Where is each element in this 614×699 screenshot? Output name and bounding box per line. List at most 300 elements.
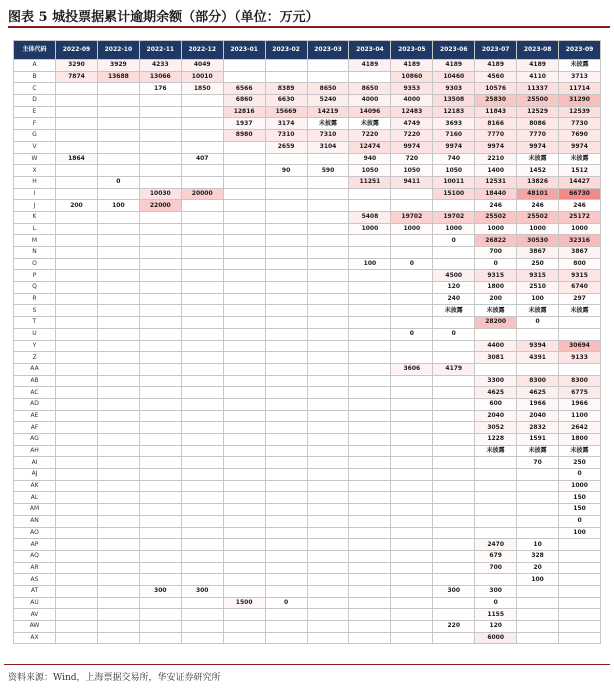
balance-cell: 4189 bbox=[433, 60, 475, 72]
balance-cell bbox=[139, 527, 181, 539]
balance-cell bbox=[391, 445, 433, 457]
balance-cell: 6740 bbox=[559, 282, 601, 294]
table-row bbox=[14, 340, 601, 352]
balance-cell bbox=[181, 504, 223, 516]
balance-cell bbox=[391, 469, 433, 481]
header-month: 2023-09 bbox=[559, 41, 601, 60]
balance-cell: 10576 bbox=[475, 83, 517, 95]
balance-cell bbox=[349, 247, 391, 259]
table-row bbox=[14, 585, 601, 597]
balance-cell bbox=[56, 445, 98, 457]
balance-cell bbox=[139, 293, 181, 305]
balance-cell: 28200 bbox=[475, 317, 517, 329]
table-row bbox=[14, 95, 601, 107]
balance-cell bbox=[181, 352, 223, 364]
balance-cell: 4625 bbox=[475, 387, 517, 399]
entity-code-cell: F bbox=[14, 118, 56, 130]
balance-cell bbox=[97, 550, 139, 562]
balance-cell bbox=[181, 282, 223, 294]
balance-cell bbox=[517, 504, 559, 516]
balance-cell: 4400 bbox=[475, 340, 517, 352]
balance-cell bbox=[56, 165, 98, 177]
balance-cell bbox=[349, 597, 391, 609]
balance-cell bbox=[349, 609, 391, 621]
balance-cell bbox=[391, 480, 433, 492]
entity-code-cell: AL bbox=[14, 492, 56, 504]
balance-cell bbox=[181, 445, 223, 457]
balance-cell bbox=[139, 328, 181, 340]
balance-cell bbox=[97, 258, 139, 270]
balance-cell bbox=[139, 504, 181, 516]
balance-cell bbox=[517, 363, 559, 375]
balance-cell bbox=[433, 422, 475, 434]
table-row bbox=[14, 200, 601, 212]
balance-cell bbox=[559, 550, 601, 562]
balance-cell: 0 bbox=[475, 258, 517, 270]
balance-cell bbox=[139, 469, 181, 481]
header-month: 2023-04 bbox=[349, 41, 391, 60]
table-row bbox=[14, 574, 601, 586]
balance-cell: 20000 bbox=[181, 188, 223, 200]
table-row bbox=[14, 422, 601, 434]
balance-cell bbox=[223, 375, 265, 387]
entity-code-cell: O bbox=[14, 258, 56, 270]
balance-cell bbox=[223, 410, 265, 422]
balance-cell: 220 bbox=[433, 621, 475, 633]
header-month: 2023-06 bbox=[433, 41, 475, 60]
balance-cell bbox=[223, 492, 265, 504]
balance-cell bbox=[97, 270, 139, 282]
balance-cell: 19702 bbox=[391, 211, 433, 223]
balance-cell bbox=[517, 585, 559, 597]
balance-cell bbox=[475, 457, 517, 469]
balance-cell bbox=[223, 574, 265, 586]
balance-cell: 240 bbox=[433, 293, 475, 305]
balance-cell bbox=[139, 562, 181, 574]
balance-cell: 15100 bbox=[433, 188, 475, 200]
balance-cell bbox=[97, 305, 139, 317]
balance-cell bbox=[559, 632, 601, 644]
balance-cell: 9411 bbox=[391, 176, 433, 188]
balance-cell bbox=[307, 597, 349, 609]
entity-code-cell: AT bbox=[14, 585, 56, 597]
balance-cell: 7874 bbox=[56, 71, 98, 83]
table-row bbox=[14, 258, 601, 270]
balance-cell: 未披露 bbox=[559, 445, 601, 457]
balance-cell bbox=[56, 375, 98, 387]
balance-cell bbox=[97, 328, 139, 340]
balance-cell bbox=[56, 387, 98, 399]
balance-cell bbox=[391, 375, 433, 387]
table-row bbox=[14, 106, 601, 118]
balance-cell: 0 bbox=[433, 328, 475, 340]
balance-cell bbox=[223, 515, 265, 527]
balance-cell bbox=[139, 480, 181, 492]
balance-cell bbox=[139, 434, 181, 446]
balance-cell bbox=[265, 247, 307, 259]
balance-cell: 4189 bbox=[517, 60, 559, 72]
balance-cell bbox=[265, 609, 307, 621]
balance-cell: 5240 bbox=[307, 95, 349, 107]
balance-cell: 11251 bbox=[349, 176, 391, 188]
balance-cell bbox=[265, 153, 307, 165]
balance-cell: 4500 bbox=[433, 270, 475, 282]
balance-cell: 1155 bbox=[475, 609, 517, 621]
entity-code-cell: AX bbox=[14, 632, 56, 644]
balance-cell: 7770 bbox=[475, 130, 517, 142]
balance-cell bbox=[223, 504, 265, 516]
balance-cell: 10 bbox=[517, 539, 559, 551]
balance-cell bbox=[307, 480, 349, 492]
balance-cell bbox=[97, 574, 139, 586]
balance-cell bbox=[307, 211, 349, 223]
balance-cell: 1000 bbox=[517, 223, 559, 235]
table-row bbox=[14, 621, 601, 633]
balance-cell: 300 bbox=[433, 585, 475, 597]
balance-cell bbox=[56, 141, 98, 153]
balance-cell bbox=[223, 258, 265, 270]
balance-cell: 15669 bbox=[265, 106, 307, 118]
table-row bbox=[14, 153, 601, 165]
balance-cell: 9315 bbox=[559, 270, 601, 282]
balance-cell: 10460 bbox=[433, 71, 475, 83]
balance-cell: 未披露 bbox=[433, 305, 475, 317]
entity-code-cell: T bbox=[14, 317, 56, 329]
balance-cell bbox=[139, 574, 181, 586]
balance-cell bbox=[181, 106, 223, 118]
table-row bbox=[14, 317, 601, 329]
balance-cell bbox=[139, 398, 181, 410]
balance-cell: 4000 bbox=[349, 95, 391, 107]
balance-cell: 25502 bbox=[517, 211, 559, 223]
balance-cell bbox=[56, 632, 98, 644]
table-row bbox=[14, 550, 601, 562]
table-row bbox=[14, 211, 601, 223]
balance-cell bbox=[307, 410, 349, 422]
balance-cell bbox=[517, 469, 559, 481]
balance-cell bbox=[391, 293, 433, 305]
balance-cell bbox=[391, 340, 433, 352]
balance-cell bbox=[391, 621, 433, 633]
balance-cell bbox=[391, 235, 433, 247]
balance-cell bbox=[433, 515, 475, 527]
balance-cell bbox=[559, 585, 601, 597]
balance-cell bbox=[223, 457, 265, 469]
balance-cell bbox=[559, 609, 601, 621]
balance-cell: 11337 bbox=[517, 83, 559, 95]
balance-cell bbox=[223, 469, 265, 481]
balance-cell bbox=[97, 165, 139, 177]
balance-cell: 4233 bbox=[139, 60, 181, 72]
balance-cell bbox=[349, 504, 391, 516]
balance-cell: 0 bbox=[559, 469, 601, 481]
balance-cell bbox=[307, 71, 349, 83]
balance-cell: 9974 bbox=[475, 141, 517, 153]
entity-code-cell: X bbox=[14, 165, 56, 177]
balance-cell bbox=[391, 422, 433, 434]
balance-cell: 12483 bbox=[391, 106, 433, 118]
balance-cell bbox=[181, 387, 223, 399]
balance-cell bbox=[265, 445, 307, 457]
balance-cell bbox=[223, 60, 265, 72]
balance-cell bbox=[265, 317, 307, 329]
entity-code-cell: AB bbox=[14, 375, 56, 387]
balance-cell: 100 bbox=[517, 574, 559, 586]
balance-cell bbox=[349, 293, 391, 305]
balance-cell: 6860 bbox=[223, 95, 265, 107]
balance-cell bbox=[139, 95, 181, 107]
table-row bbox=[14, 293, 601, 305]
balance-cell bbox=[139, 375, 181, 387]
balance-cell bbox=[307, 200, 349, 212]
balance-cell bbox=[56, 270, 98, 282]
balance-cell bbox=[391, 200, 433, 212]
balance-cell: 3290 bbox=[56, 60, 98, 72]
entity-code-cell: AG bbox=[14, 434, 56, 446]
balance-cell: 1050 bbox=[349, 165, 391, 177]
balance-cell bbox=[349, 305, 391, 317]
balance-cell: 250 bbox=[559, 457, 601, 469]
balance-cell bbox=[265, 422, 307, 434]
balance-cell: 700 bbox=[475, 562, 517, 574]
balance-cell: 3606 bbox=[391, 363, 433, 375]
entity-code-cell: M bbox=[14, 235, 56, 247]
balance-cell bbox=[97, 130, 139, 142]
balance-cell bbox=[223, 480, 265, 492]
balance-cell: 13066 bbox=[139, 71, 181, 83]
balance-cell bbox=[265, 375, 307, 387]
balance-cell bbox=[349, 328, 391, 340]
balance-cell bbox=[433, 200, 475, 212]
balance-cell bbox=[56, 585, 98, 597]
title-divider bbox=[8, 26, 610, 28]
balance-cell bbox=[433, 504, 475, 516]
balance-cell: 9394 bbox=[517, 340, 559, 352]
balance-cell bbox=[265, 352, 307, 364]
balance-cell bbox=[517, 515, 559, 527]
table-row bbox=[14, 83, 601, 95]
balance-cell bbox=[223, 235, 265, 247]
balance-cell bbox=[517, 527, 559, 539]
balance-cell bbox=[181, 398, 223, 410]
entity-code-cell: P bbox=[14, 270, 56, 282]
balance-cell bbox=[349, 562, 391, 574]
balance-cell bbox=[307, 317, 349, 329]
table-row bbox=[14, 188, 601, 200]
balance-cell bbox=[181, 200, 223, 212]
entity-code-cell: AA bbox=[14, 363, 56, 375]
balance-cell bbox=[307, 515, 349, 527]
balance-cell bbox=[139, 422, 181, 434]
balance-cell: 13508 bbox=[433, 95, 475, 107]
balance-cell bbox=[433, 527, 475, 539]
balance-cell bbox=[97, 235, 139, 247]
balance-cell: 2659 bbox=[265, 141, 307, 153]
balance-cell bbox=[349, 387, 391, 399]
header-month: 2023-07 bbox=[475, 41, 517, 60]
balance-cell bbox=[307, 445, 349, 457]
balance-cell: 176 bbox=[139, 83, 181, 95]
balance-cell bbox=[391, 282, 433, 294]
balance-cell bbox=[139, 317, 181, 329]
balance-cell bbox=[391, 562, 433, 574]
balance-cell: 2470 bbox=[475, 539, 517, 551]
entity-code-cell: AD bbox=[14, 398, 56, 410]
balance-cell bbox=[223, 176, 265, 188]
balance-cell: 3693 bbox=[433, 118, 475, 130]
balance-cell bbox=[307, 527, 349, 539]
entity-code-cell: Y bbox=[14, 340, 56, 352]
balance-cell bbox=[433, 457, 475, 469]
balance-cell bbox=[349, 235, 391, 247]
balance-cell bbox=[97, 515, 139, 527]
balance-cell bbox=[181, 258, 223, 270]
balance-cell bbox=[139, 141, 181, 153]
balance-cell: 未披露 bbox=[307, 118, 349, 130]
balance-cell bbox=[475, 504, 517, 516]
balance-cell bbox=[223, 609, 265, 621]
balance-cell bbox=[97, 352, 139, 364]
balance-cell bbox=[307, 340, 349, 352]
balance-cell: 9353 bbox=[391, 83, 433, 95]
balance-cell: 6566 bbox=[223, 83, 265, 95]
balance-cell: 25502 bbox=[475, 211, 517, 223]
balance-cell bbox=[349, 340, 391, 352]
entity-code-cell: W bbox=[14, 153, 56, 165]
balance-cell bbox=[391, 247, 433, 259]
table-row bbox=[14, 247, 601, 259]
balance-cell: 1000 bbox=[559, 223, 601, 235]
balance-cell bbox=[349, 574, 391, 586]
balance-cell bbox=[265, 211, 307, 223]
table-row bbox=[14, 527, 601, 539]
balance-cell bbox=[181, 317, 223, 329]
balance-cell: 未披露 bbox=[517, 153, 559, 165]
balance-cell bbox=[97, 480, 139, 492]
balance-cell bbox=[433, 445, 475, 457]
balance-cell bbox=[265, 539, 307, 551]
balance-cell: 2040 bbox=[517, 410, 559, 422]
balance-cell bbox=[265, 258, 307, 270]
balance-cell bbox=[307, 632, 349, 644]
balance-cell: 8389 bbox=[265, 83, 307, 95]
balance-cell bbox=[349, 457, 391, 469]
table-row bbox=[14, 387, 601, 399]
balance-cell bbox=[139, 609, 181, 621]
balance-cell: 1452 bbox=[517, 165, 559, 177]
balance-cell bbox=[139, 118, 181, 130]
entity-code-cell: AW bbox=[14, 621, 56, 633]
balance-cell bbox=[349, 550, 391, 562]
balance-cell bbox=[139, 305, 181, 317]
balance-cell: 7160 bbox=[433, 130, 475, 142]
balance-cell bbox=[475, 574, 517, 586]
balance-cell bbox=[265, 550, 307, 562]
balance-cell bbox=[433, 574, 475, 586]
balance-cell: 246 bbox=[517, 200, 559, 212]
balance-cell bbox=[56, 130, 98, 142]
balance-cell bbox=[265, 71, 307, 83]
balance-cell bbox=[223, 247, 265, 259]
balance-cell bbox=[307, 387, 349, 399]
balance-cell bbox=[265, 585, 307, 597]
balance-cell: 11843 bbox=[475, 106, 517, 118]
entity-code-cell: E bbox=[14, 106, 56, 118]
table-row bbox=[14, 363, 601, 375]
figure-title-row bbox=[4, 4, 610, 28]
balance-cell bbox=[349, 492, 391, 504]
table-row bbox=[14, 609, 601, 621]
balance-cell: 1966 bbox=[517, 398, 559, 410]
balance-cell bbox=[265, 387, 307, 399]
balance-cell: 4560 bbox=[475, 71, 517, 83]
balance-cell: 3713 bbox=[559, 71, 601, 83]
balance-cell: 未披露 bbox=[517, 445, 559, 457]
balance-cell bbox=[307, 270, 349, 282]
balance-cell: 10860 bbox=[391, 71, 433, 83]
balance-cell bbox=[181, 469, 223, 481]
balance-cell bbox=[56, 363, 98, 375]
balance-cell: 1400 bbox=[475, 165, 517, 177]
balance-cell bbox=[223, 527, 265, 539]
header-month: 2023-05 bbox=[391, 41, 433, 60]
balance-cell: 18440 bbox=[475, 188, 517, 200]
balance-cell bbox=[181, 632, 223, 644]
balance-cell bbox=[181, 621, 223, 633]
balance-cell bbox=[391, 574, 433, 586]
balance-cell bbox=[433, 340, 475, 352]
balance-cell: 7310 bbox=[307, 130, 349, 142]
balance-cell bbox=[139, 410, 181, 422]
balance-cell bbox=[97, 597, 139, 609]
balance-cell: 12183 bbox=[433, 106, 475, 118]
balance-cell bbox=[433, 398, 475, 410]
balance-cell bbox=[265, 188, 307, 200]
balance-cell: 300 bbox=[181, 585, 223, 597]
balance-cell: 2832 bbox=[517, 422, 559, 434]
balance-cell bbox=[391, 387, 433, 399]
balance-cell bbox=[56, 83, 98, 95]
balance-cell bbox=[181, 574, 223, 586]
balance-cell: 4110 bbox=[517, 71, 559, 83]
balance-cell bbox=[223, 352, 265, 364]
balance-cell: 700 bbox=[475, 247, 517, 259]
balance-cell bbox=[181, 410, 223, 422]
balance-cell: 未披露 bbox=[475, 305, 517, 317]
balance-cell bbox=[181, 130, 223, 142]
balance-cell: 2642 bbox=[559, 422, 601, 434]
balance-cell bbox=[391, 609, 433, 621]
table-row bbox=[14, 562, 601, 574]
balance-cell: 7310 bbox=[265, 130, 307, 142]
balance-cell: 590 bbox=[307, 165, 349, 177]
balance-cell bbox=[181, 515, 223, 527]
balance-cell bbox=[475, 492, 517, 504]
balance-cell bbox=[265, 492, 307, 504]
balance-cell bbox=[223, 328, 265, 340]
balance-cell bbox=[433, 562, 475, 574]
balance-cell bbox=[433, 352, 475, 364]
balance-cell bbox=[223, 539, 265, 551]
balance-cell: 0 bbox=[517, 317, 559, 329]
balance-cell bbox=[139, 352, 181, 364]
balance-cell bbox=[307, 539, 349, 551]
balance-cell bbox=[97, 632, 139, 644]
balance-cell: 328 bbox=[517, 550, 559, 562]
balance-cell bbox=[139, 550, 181, 562]
balance-cell: 1850 bbox=[181, 83, 223, 95]
balance-cell bbox=[307, 176, 349, 188]
